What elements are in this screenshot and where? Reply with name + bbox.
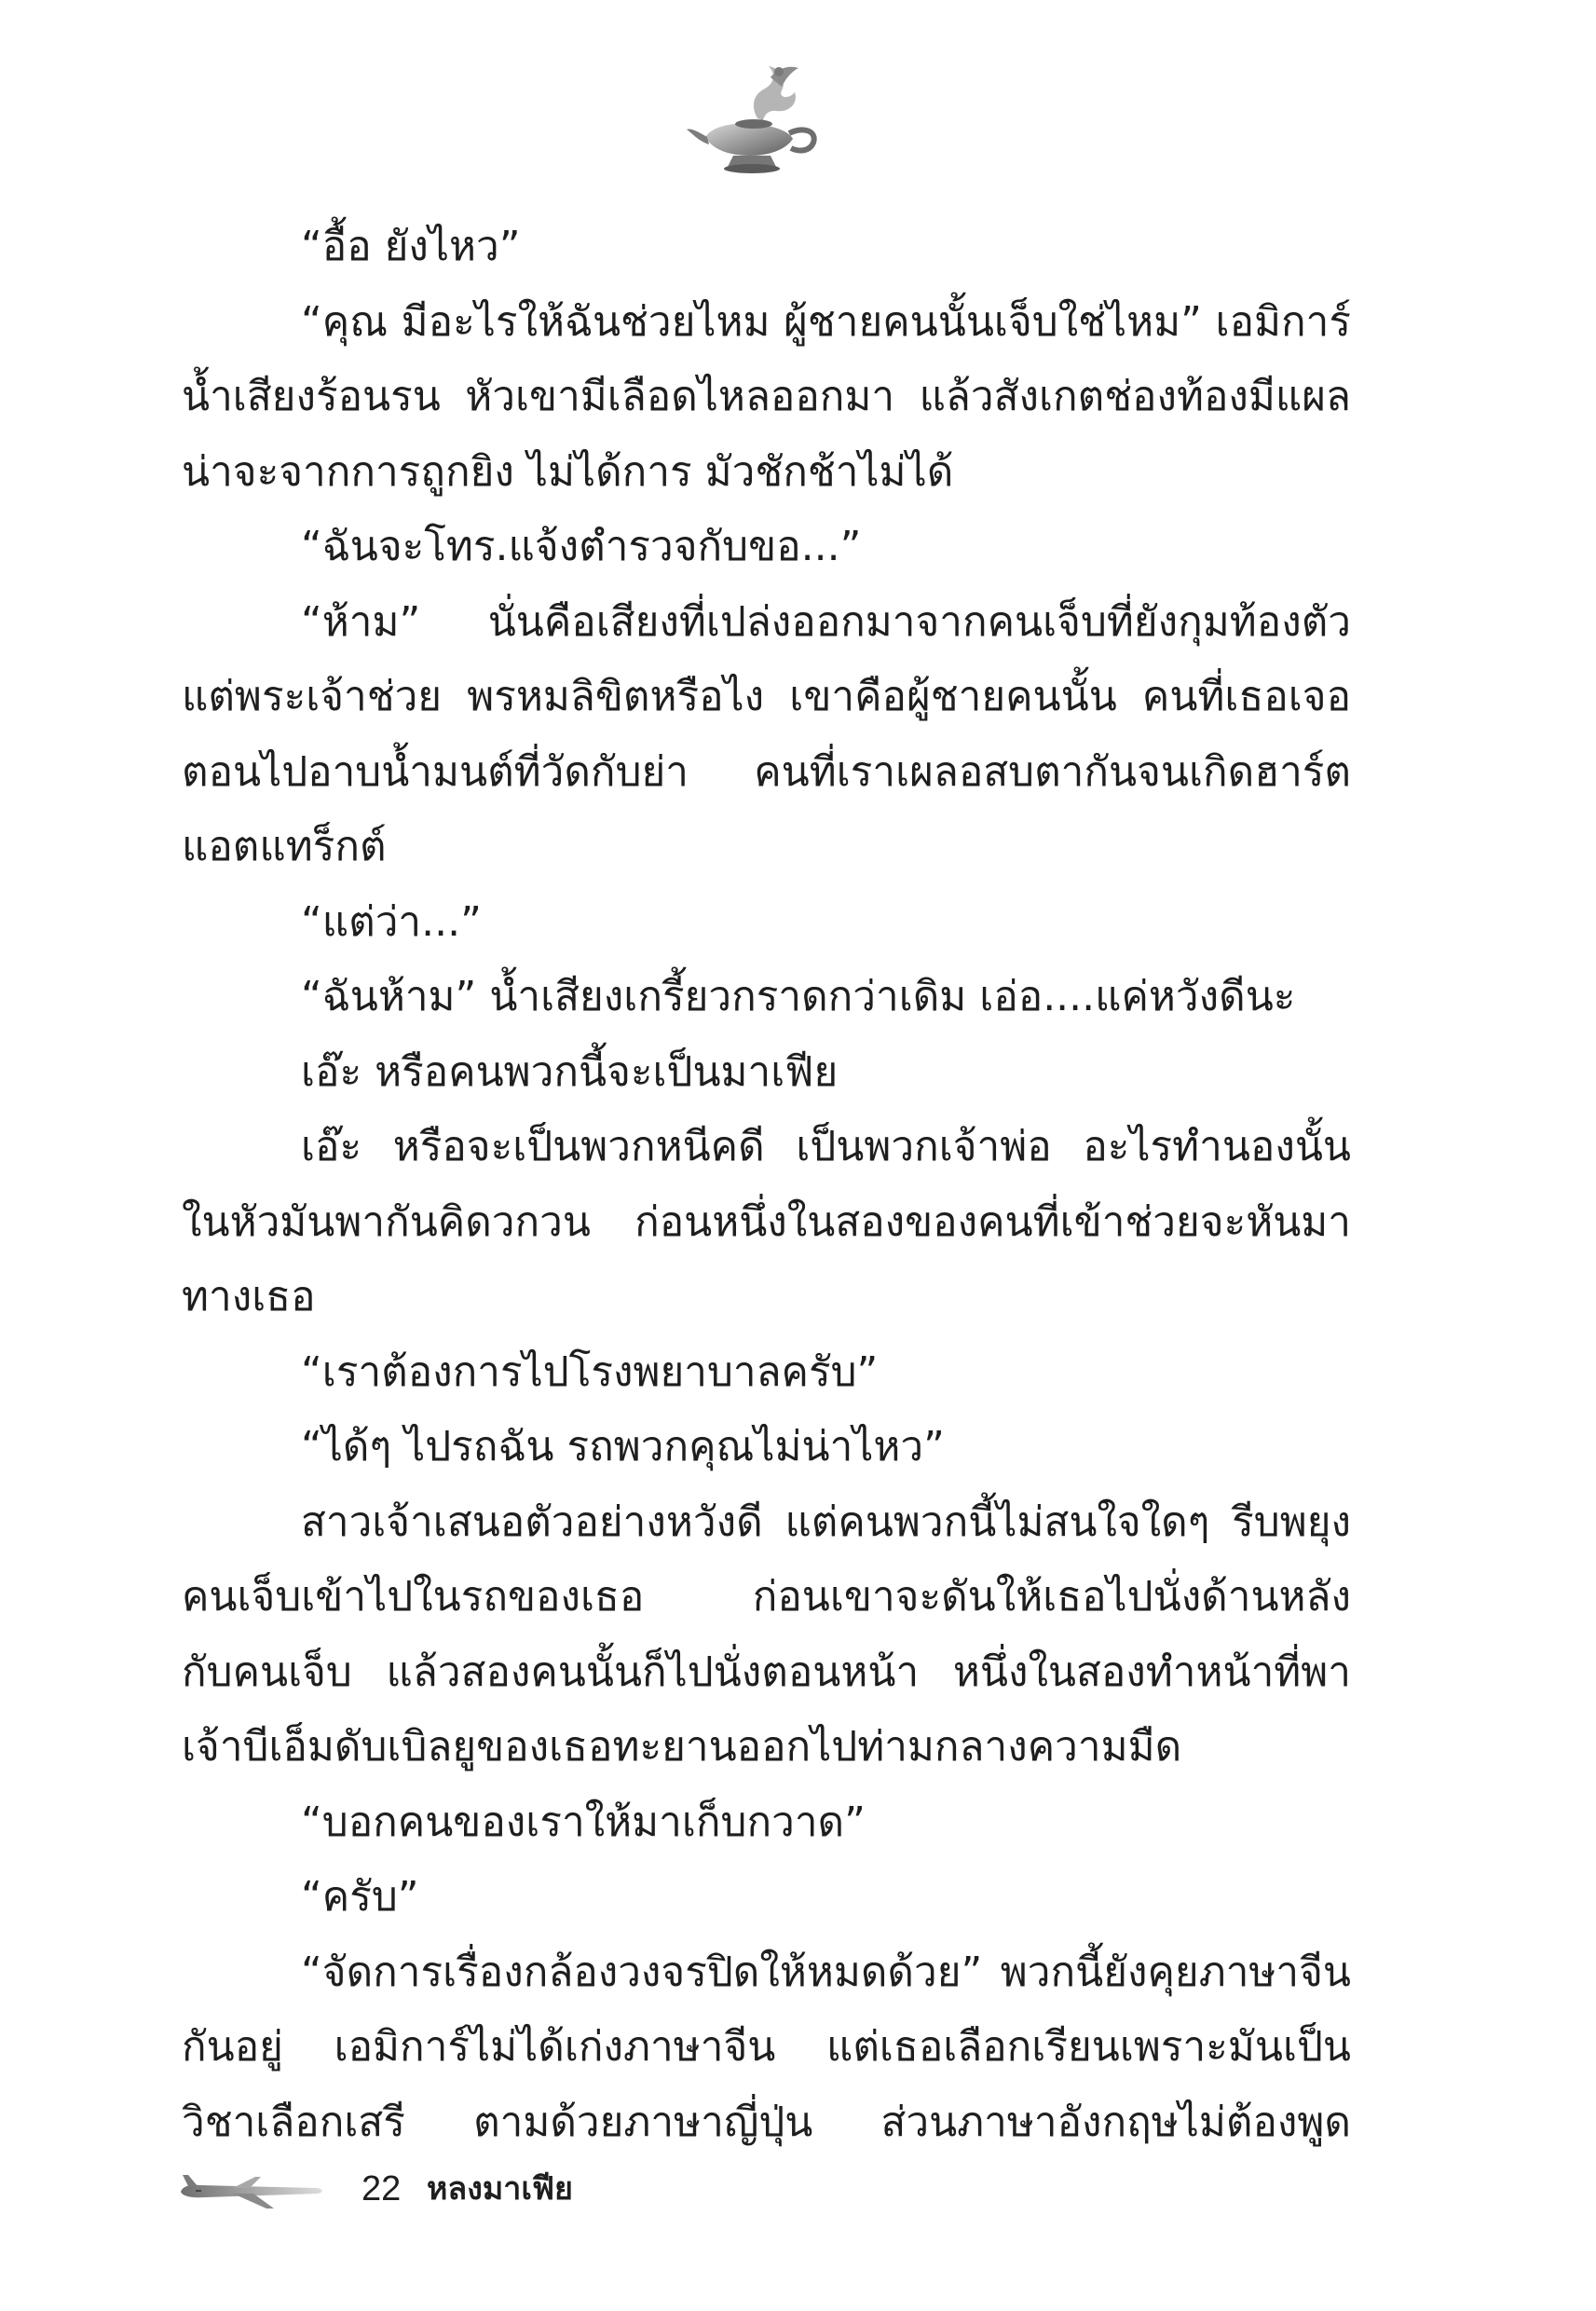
airplane-icon — [177, 2167, 326, 2214]
book-title: หลงมาเฟีย — [427, 2170, 573, 2208]
text-line: “อื้อ ยังไหว” — [301, 223, 521, 270]
text-line: วิชาเลือกเสรี ตามด้วยภาษาญี่ปุ่น ส่วนภาษาอังกฤษไม่ต้องพูด — [182, 2098, 1351, 2146]
text-line: แอตแทร็กต์ — [182, 823, 387, 870]
text-line: “จัดการเรื่องกล้องวงจรปิดให้หมดด้วย” พวกนี้ยังคุยภาษาจีน — [301, 1948, 1351, 1996]
text-line: “ครับ” — [301, 1873, 419, 1921]
text-line: “บอกคนของเราให้มาเก็บกวาด” — [301, 1798, 866, 1846]
text-line: แต่พระเจ้าช่วย พรหมลิขิตหรือไง เขาคือผู้ชายคนนั้น คนที่เธอเจอ — [182, 673, 1351, 720]
text-line: “ห้าม” นั่นคือเสียงที่เปล่งออกมาจากคนเจ็บที่ยังกุมท้องตัว — [301, 597, 1351, 646]
text-line: “คุณ มีอะไรให้ฉันช่วยไหม ผู้ชายคนนั้นเจ็บใช่ไหม” เอมิการ์ — [301, 297, 1351, 346]
body-text — [182, 210, 1351, 2160]
text-line: “แต่ว่า...” — [301, 897, 482, 946]
text-line: กับคนเจ็บ แล้วสองคนนั้นก็ไปนั่งตอนหน้า หนึ่งในสองทำหน้าที่พา — [182, 1648, 1351, 1696]
text-line: “ฉันห้าม” น้ำเสียงเกรี้ยวกราดกว่าเดิม เอ่อ....แค่หวังดีนะ — [301, 973, 1296, 1020]
text-line: ตอนไปอาบน้ำมนต์ที่วัดกับย่า คนที่เราเผลอสบตากันจนเกิดฮาร์ต — [182, 747, 1351, 796]
text-line: เจ้าบีเอ็มดับเบิลยูของเธอทะยานออกไปท่ามกลางความมืด — [182, 1723, 1182, 1771]
text-line: “ฉันจะโทร.แจ้งตำรวจกับขอ...” — [301, 523, 862, 570]
text-line: กันอยู่ เอมิการ์ไม่ได้เก่งภาษาจีน แต่เธอเลือกเรียนเพราะมันเป็น — [182, 2023, 1351, 2071]
text-line: คนเจ็บเข้าไปในรถของเธอ ก่อนเขาจะดันให้เธอไปนั่งด้านหลัง — [182, 1573, 1351, 1620]
text-line: “เราต้องการไปโรงพยาบาลครับ” — [301, 1347, 879, 1396]
page-footer — [177, 2162, 829, 2218]
text-line: ทางเธอ — [182, 1273, 316, 1320]
text-line: “ได้ๆ ไปรถฉัน รถพวกคุณไม่น่าไหว” — [301, 1423, 945, 1470]
page-number: 22 — [361, 2169, 402, 2208]
text-line: เอ๊ะ หรือคนพวกนี้จะเป็นมาเฟีย — [301, 1047, 839, 1096]
text-line: ในหัวมันพากันคิดวกวน ก่อนหนึ่งในสองของคนที่เข้าช่วยจะหันมา — [182, 1197, 1351, 1246]
text-line: เอ๊ะ หรือจะเป็นพวกหนีคดี เป็นพวกเจ้าพ่อ อะไรทำนองนั้น — [301, 1123, 1351, 1170]
text-line: น่าจะจากการถูกยิง ไม่ได้การ มัวชักช้าไม่ได้ — [182, 447, 954, 496]
text-line: น้ำเสียงร้อนรน หัวเขามีเลือดไหลออกมา แล้วสังเกตช่องท้องมีแผล — [182, 373, 1351, 420]
genie-lamp-icon — [685, 51, 825, 177]
text-line: สาวเจ้าเสนอตัวอย่างหวังดี แต่คนพวกนี้ไม่สนใจใดๆ รีบพยุง — [301, 1497, 1351, 1546]
